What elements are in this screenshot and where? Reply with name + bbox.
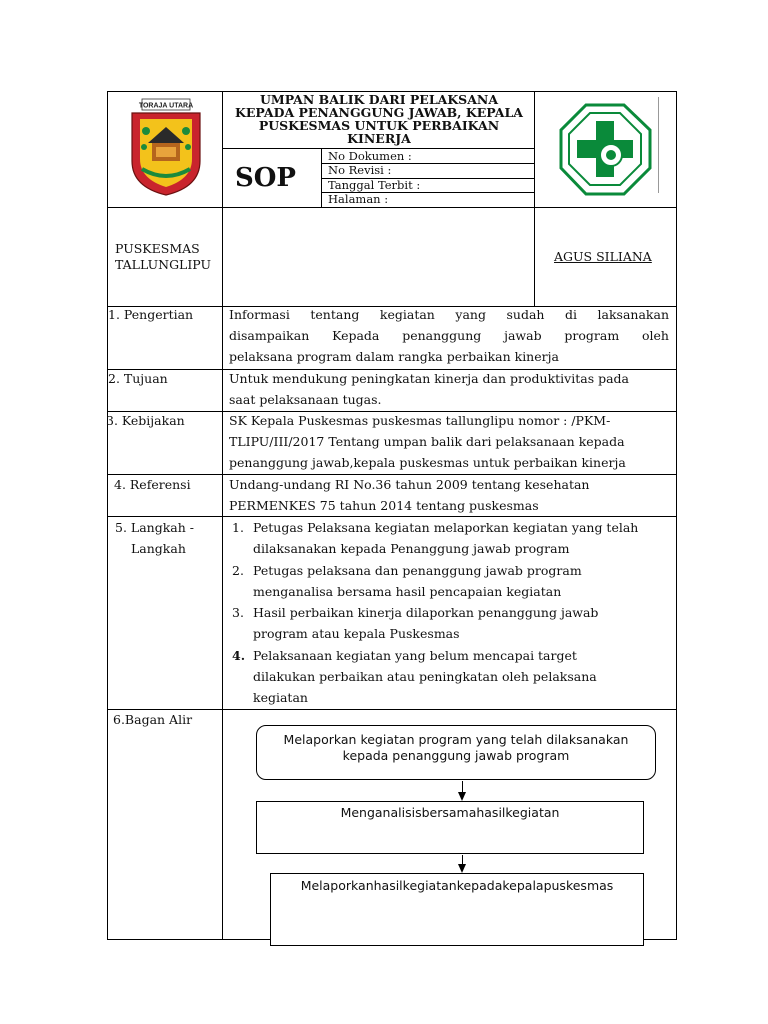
flow-arrow-2-head (458, 864, 466, 873)
step-3-line-1: Hasil perbaikan kinerja dilaporkan penanggung jawab (253, 605, 599, 620)
step-3-line-2: program atau kepala Puskesmas (253, 626, 460, 641)
text-pengertian-2: disampaikan Kepada penanggung jawab program oleh (229, 328, 669, 343)
logo-edge-line (658, 97, 659, 193)
flow-box-3 (270, 873, 644, 946)
text-pengertian-3: pelaksana program dalam rangka perbaikan kinerja (229, 349, 559, 364)
label-langkah (115, 517, 194, 559)
step-2-num: 2. (232, 563, 244, 578)
label-tujuan: 2. Tujuan (108, 371, 168, 386)
step-1-line-2: dilaksanakan kepada Penanggung jawab program (253, 541, 570, 556)
step-1-line-1: Petugas Pelaksana kegiatan melaporkan kegiatan yang telah (253, 520, 639, 535)
toraja-utara-logo (120, 97, 210, 197)
field-halaman: Halaman : (328, 192, 389, 206)
flow-box-1 (256, 725, 656, 780)
text-tujuan-2: saat pelaksanaan tugas. (229, 392, 382, 407)
step-2-line-2: menganalisa bersama hasil pencapaian kegiatan (253, 584, 562, 599)
org-name (115, 241, 211, 273)
label-langkah-line-1: 5. Langkah - (115, 520, 194, 535)
label-bagan-alir: 6.Bagan Alir (113, 712, 193, 727)
puskesmas-logo (558, 102, 652, 196)
flow-box-2-line-1: Menganalisisbersamahasilkegiatan (340, 805, 560, 820)
grid-hline-header (107, 207, 677, 208)
title-line-3: PUSKESMAS UNTUK PERBAIKAN (258, 118, 500, 133)
title-line-4: KINERJA (347, 131, 411, 146)
step-4-line-2: dilakukan perbaikan atau peningkatan oleh pelaksana (253, 669, 597, 684)
label-pengertian: 1. Pengertian (108, 307, 194, 322)
title-line-2: KEPADA PENANGGUNG JAWAB, KEPALA (235, 105, 523, 120)
label-kebijakan: 3. Kebijakan (106, 413, 185, 428)
step-4-line-1: Pelaksanaan kegiatan yang belum mencapai target (253, 648, 577, 663)
grid-vline-header-1 (222, 91, 223, 307)
org-name-line-2: TALLUNGLIPU (115, 257, 212, 272)
text-kebijakan-1: SK Kepala Puskesmas puskesmas tallunglipu nomor : /PKM- (229, 413, 611, 428)
step-3-num: 3. (232, 605, 244, 620)
sop-label: SOP (235, 163, 296, 193)
field-tanggal-terbit: Tanggal Terbit : (328, 178, 421, 192)
logo-text: TORAJA UTARA (138, 102, 194, 110)
text-kebijakan-2: TLIPU/III/2017 Tentang umpan balik dari pelaksanaan kepada (229, 434, 625, 449)
org-name-line-1: PUSKESMAS (115, 241, 200, 256)
step-4-num: 4. (232, 648, 246, 663)
flow-box-1-line-1: Melaporkan kegiatan program yang telah dilaksanakan (283, 732, 629, 747)
flow-box-1-line-2: kepada penanggung jawab program (342, 748, 570, 763)
text-referensi-1: Undang-undang RI No.36 tahun 2009 tentang kesehatan (229, 477, 590, 492)
text-pengertian-1: Informasi tentang kegiatan yang sudah di laksanakan (229, 307, 669, 322)
signatory-name: AGUS SILIANA (554, 249, 652, 264)
step-1-num: 1. (232, 520, 244, 535)
flow-arrow-1-head (458, 792, 466, 801)
text-kebijakan-3: penanggung jawab,kepala puskesmas untuk perbaikan kinerja (229, 455, 626, 470)
text-tujuan-1: Untuk mendukung peningkatan kinerja dan produktivitas pada (229, 371, 629, 386)
grid-vline-content (222, 306, 223, 940)
label-referensi: 4. Referensi (114, 477, 191, 492)
text-referensi-2: PERMENKES 75 tahun 2014 tentang puskesmas (229, 498, 539, 513)
field-no-dokumen: No Dokumen : (328, 149, 412, 163)
label-langkah-line-2: Langkah (131, 541, 186, 556)
flow-box-2 (256, 801, 644, 854)
title-line-1: UMPAN BALIK DARI PELAKSANA (259, 92, 499, 107)
step-2-line-1: Petugas pelaksana dan penanggung jawab program (253, 563, 582, 578)
grid-hline-5 (107, 709, 677, 710)
field-no-revisi: No Revisi : (328, 163, 392, 177)
grid-vline-header-2 (534, 91, 535, 307)
flow-box-3-line-1: Melaporkanhasilkegiatankepadakepalapuskesmas (300, 878, 614, 893)
sop-title (224, 93, 534, 145)
step-4-line-3: kegiatan (253, 690, 308, 705)
